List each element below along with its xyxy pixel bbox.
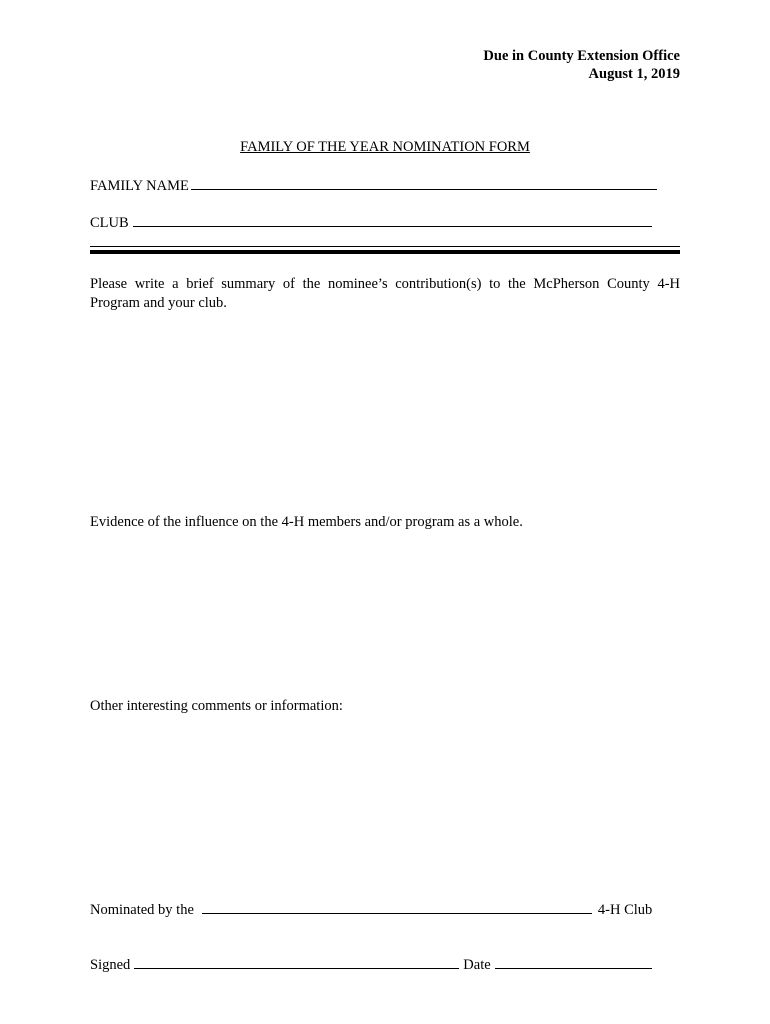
nominated-by-label: Nominated by the [90,902,194,918]
signed-label: Signed [90,957,131,973]
club-field[interactable] [133,212,652,227]
club-row [90,212,652,232]
evidence-answer-area[interactable] [90,536,680,686]
evidence-prompt: Evidence of the influence on the 4-H members and/or program as a whole. [90,514,523,530]
date-field[interactable] [495,954,652,969]
nominated-by-row [90,899,652,919]
nominating-club-field[interactable] [202,899,592,914]
other-comments-answer-area[interactable] [90,720,680,880]
family-name-row [90,175,657,195]
club-suffix-label: 4-H Club [597,902,653,918]
club-label: CLUB [90,215,129,231]
signature-field[interactable] [134,954,459,969]
summary-prompt: Please write a brief summary of the nominee’s contribution(s) to the McPherson County 4-H Program and your club. [90,276,680,311]
due-location-text: Due in County Extension Office [483,48,680,64]
other-comments-prompt: Other interesting comments or information: [90,698,343,714]
signature-row [90,954,652,974]
form-title: FAMILY OF THE YEAR NOMINATION FORM [240,139,530,155]
separator-thin-rule [90,246,680,247]
date-label: Date [463,957,491,973]
family-name-label: FAMILY NAME [90,178,189,194]
family-name-field[interactable] [191,175,657,190]
summary-answer-area[interactable] [90,316,680,496]
separator-thick-rule [90,250,680,254]
due-date-text: August 1, 2019 [588,66,680,82]
